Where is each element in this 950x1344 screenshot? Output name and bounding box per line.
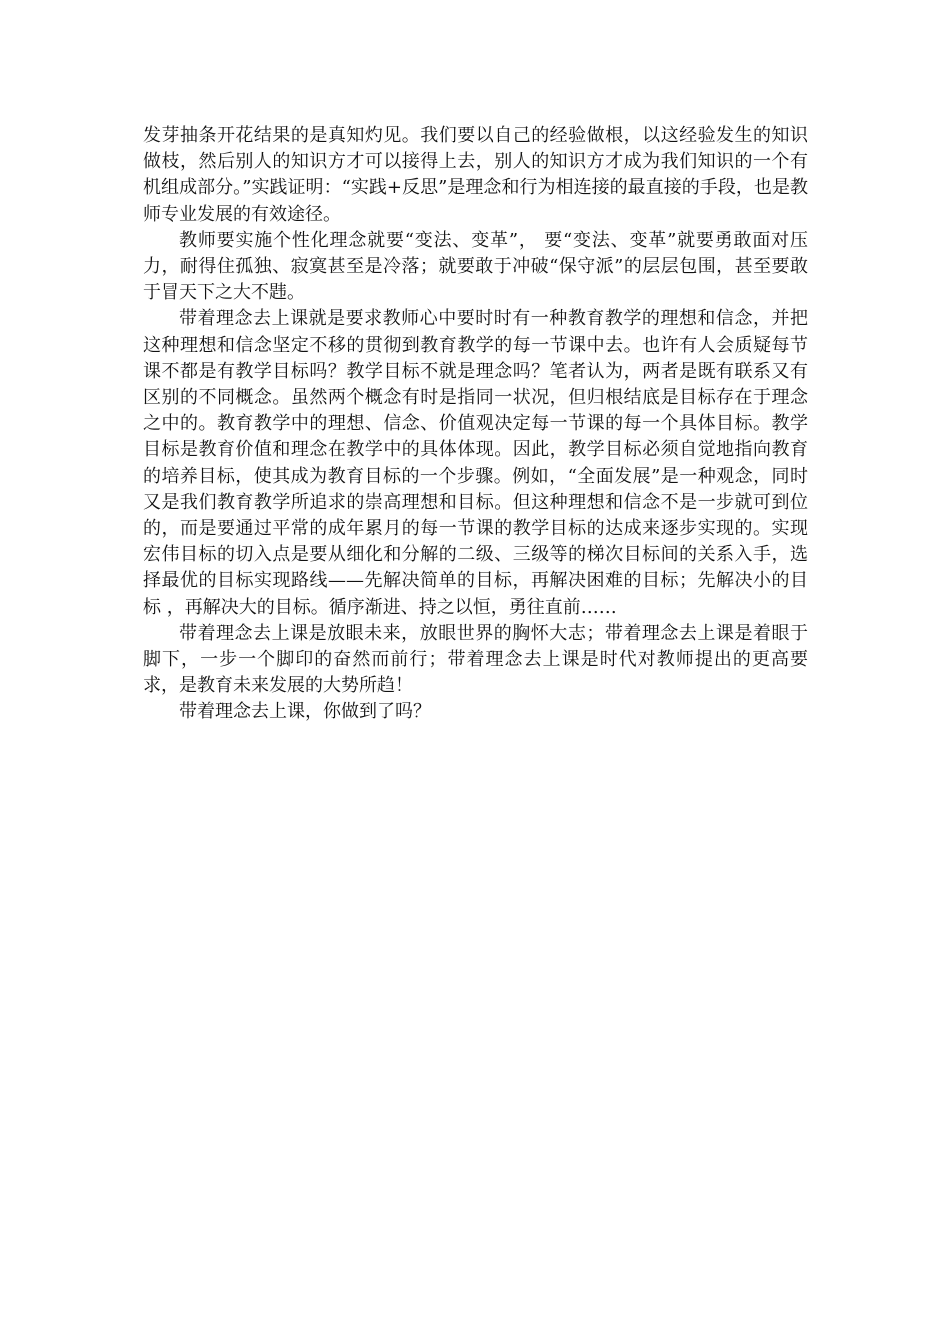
- paragraph-reform: 教师要实施个性化理念就要“变法、变革”， 要“变法、变革”就要勇敢面对压力，耐得住孤独、寂寞甚至是冷落；就要敢于冲破“保守派”的层层包围，甚至要敢于冒天下之大不韪。: [143, 229, 808, 304]
- paragraph-continuation: 发芽抽条开花结果的是真知灼见。我们要以自己的经验做根，以这经验发生的知识做枝，然后别人的知识方才可以接得上去，别人的知识方才成为我们知识的一个有机组成部分。”实践证明：“实践+反思”是理念和行为相连接的最直接的手段，也是教师专业发展的有效途径。: [143, 125, 808, 225]
- paragraph-closing-question: 带着理念去上课，你做到了吗？: [179, 701, 431, 723]
- document-body: [143, 123, 808, 726]
- paragraph-teaching-goals: 带着理念去上课就是要求教师心中要时时有一种教育教学的理想和信念，并把这种理想和信念坚定不移的贯彻到教育教学的每一节课中去。也许有人会质疑每节课不都是有教学目标吗？教学目标不就是理念吗？笔者认为，两者是既有联系又有区别的不同概念。虽然两个概念有时是指同一状况，但归根结底是目标存在于理念之中的。教育教学中的理想、信念、价值观决定每一节课的每一个具体目标。教学目标是教育价值和理念在教学中的具体体现。因此，教学目标必须自觉地指向教育的培养目标，使其成为教育目标的一个步骤。例如，“全面发展”是一种观念，同时又是我们教育教学所追求的崇高理想和目标。但这种理想和信念不是一步就可到位的，而是要通过平常的成年累月的每一节课的教学目标的达成来逐步实现的。实现宏伟目标的切入点是要从细化和分解的二级、三级等的梯次目标间的关系入手，选择最优的目标实现路线——先解决简单的目标，再解决困难的目标；先解决小的目标 ，再解决大的目标。循序渐进、持之以恒，勇往直前……: [143, 308, 808, 618]
- paragraph-future-vision: 带着理念去上课是放眼未来，放眼世界的胸怀大志；带着理念去上课是着眼于脚下，一步一个脚印的奋然而前行；带着理念去上课是时代对教师提出的更高要求，是教育未来发展的大势所趋！: [143, 622, 808, 697]
